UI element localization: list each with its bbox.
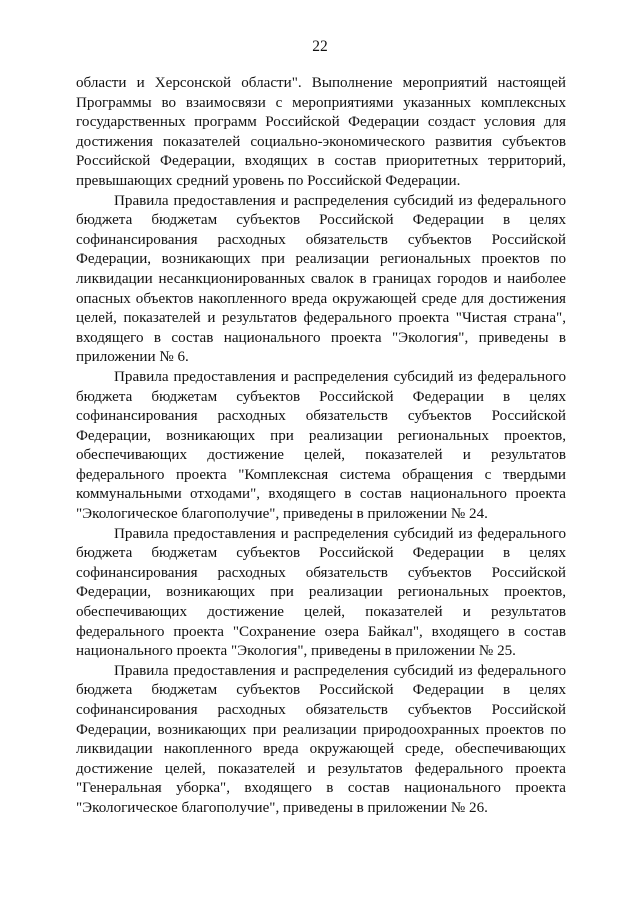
paragraph-tko-rules: Правила предоставления и распределения субсидий из федерального бюджета бюджетам субъектов Российской Федерации в целях софинансирования расходных обязательств субъектов Российской Федерации, возникающих при реализации региональных проектов, обеспечивающих достижение целей, показателей и результатов федерального проекта "Комплексная система обращения с твердыми коммунальными отходами", входящего в состав национального проекта "Экологическое благополучие", приведены в приложении № 24. [76,368,566,523]
paragraph-baikal-rules: Правила предоставления и распределения субсидий из федерального бюджета бюджетам субъектов Российской Федерации в целях софинансирования расходных обязательств субъектов Российской Федерации, возникающих при реализации региональных проектов, обеспечивающих достижение целей, показателей и результатов федерального проекта "Сохранение озера Байкал", входящего в состав национального проекта "Экология", приведены в приложении № 25. [76,525,566,660]
document-body [76,74,566,819]
page-number: 22 [312,38,328,55]
paragraph-chistaya-strana-rules: Правила предоставления и распределения субсидий из федерального бюджета бюджетам субъектов Российской Федерации в целях софинансирования расходных обязательств субъектов Российской Федерации, возникающих при реализации региональных проектов по ликвидации несанкционированных свалок в границах городов и наиболее опасных объектов накопленного вреда окружающей среде для достижения целей, показателей и результатов федерального проекта "Чистая страна", входящего в состав национального проекта "Экология", приведены в приложении № 6. [76,192,566,366]
paragraph-generalnaya-uborka-rules: Правила предоставления и распределения субсидий из федерального бюджета бюджетам субъектов Российской Федерации в целях софинансирования расходных обязательств субъектов Российской Федерации, возникающих при реализации природоохранных проектов по ликвидации накопленного вреда окружающей среде, обеспечивающих достижение целей, показателей и результатов федерального проекта "Генеральная уборка", входящего в состав национального проекта "Экологическое благополучие", приведены в приложении № 26. [76,662,566,816]
paragraph-continued: области и Херсонской области". Выполнение мероприятий настоящей Программы во взаимосвязи с мероприятиями указанных комплексных государственных программ Российской Федерации создаст условия для достижения показателей социально-экономического развития субъектов Российской Федерации, входящих в состав приоритетных территорий, превышающих средний уровень по Российской Федерации. [76,75,566,189]
